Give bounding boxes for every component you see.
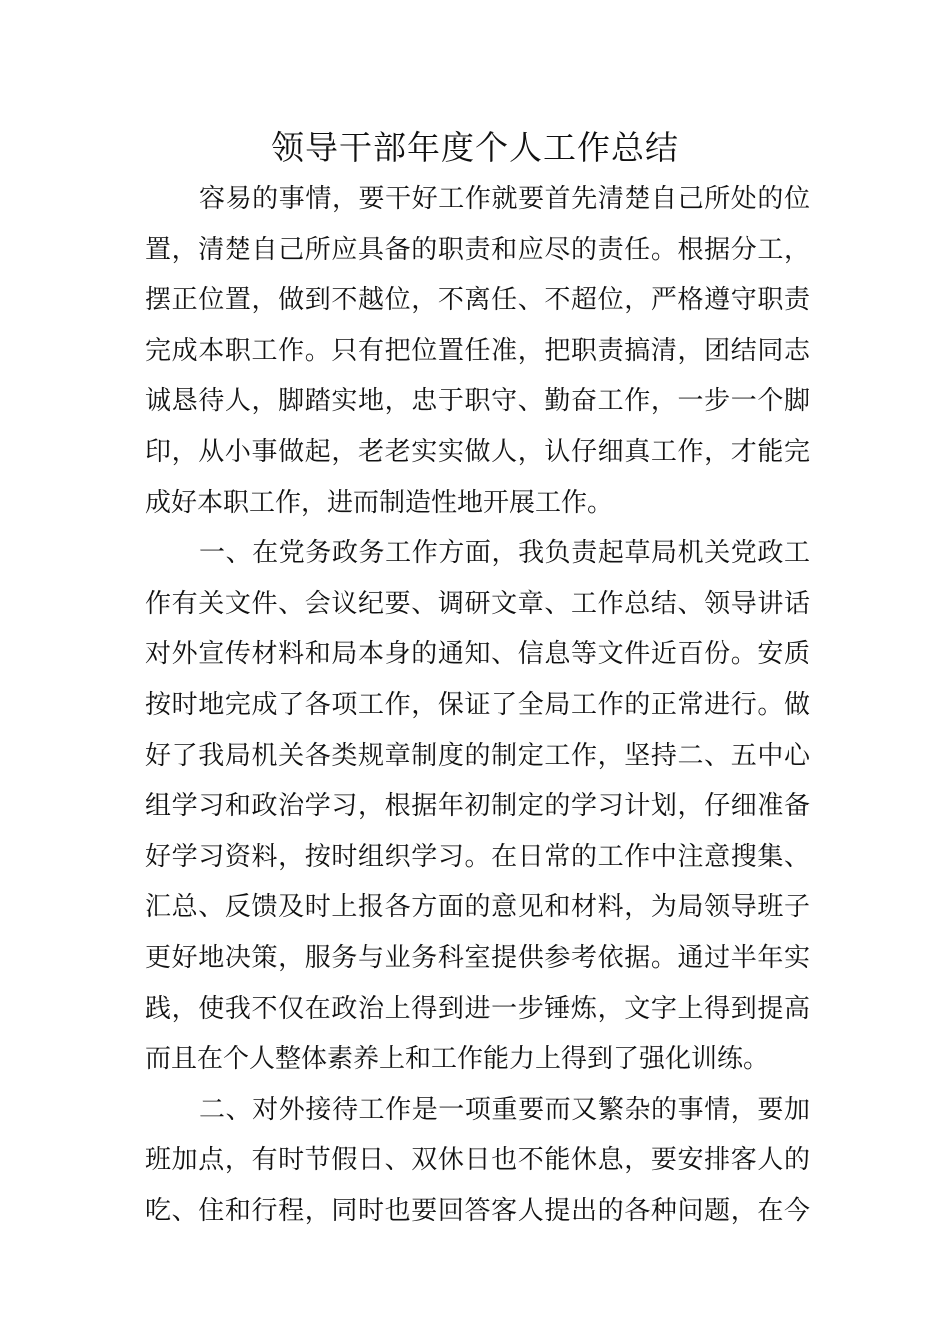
document-title: 领导干部年度个人工作总结 (271, 128, 679, 167)
paragraph-1-line-7: 成好本职工作，进而制造性地开展工作。 (145, 487, 614, 518)
paragraph-1-line-3: 摆正位置，做到不越位，不离任、不超位，严格遵守职责 (145, 285, 810, 316)
paragraph-2-line-6: 组学习和政治学习，根据年初制定的学习计划，仔细准备 (145, 791, 810, 822)
document-body (145, 174, 810, 1236)
paragraph-2-line-8: 汇总、反馈及时上报各方面的意见和材料，为局领导班子 (145, 892, 810, 923)
paragraph-3-line-3: 吃、住和行程，同时也要回答客人提出的各种问题，在今 (145, 1195, 810, 1226)
paragraph-2-line-7: 好学习资料，按时组织学习。在日常的工作中注意搜集、 (145, 841, 810, 872)
paragraph-2-line-9: 更好地决策，服务与业务科室提供参考依据。通过半年实 (145, 942, 810, 973)
paragraph-2-line-3: 对外宣传材料和局本身的通知、信息等文件近百份。安质 (145, 639, 810, 670)
paragraph-3-line-1: 二、对外接待工作是一项重要而又繁杂的事情，要加 (199, 1094, 810, 1125)
paragraph-2-line-4: 按时地完成了各项工作，保证了全局工作的正常进行。做 (145, 689, 810, 720)
paragraph-1-line-4: 完成本职工作。只有把位置任准，把职责搞清，团结同志 (145, 335, 810, 366)
paragraph-2-line-2: 作有关文件、会议纪要、调研文章、工作总结、领导讲话 (145, 588, 810, 619)
paragraph-1-line-2: 置，清楚自己所应具备的职责和应尽的责任。根据分工， (145, 234, 810, 265)
paragraph-2-line-11: 而且在个人整体素养上和工作能力上得到了强化训练。 (145, 1044, 770, 1075)
paragraph-3-line-2: 班加点，有时节假日、双休日也不能休息，要安排客人的 (145, 1145, 810, 1176)
paragraph-2-line-1: 一、在党务政务工作方面，我负责起草局机关党政工 (199, 538, 810, 569)
paragraph-2-line-10: 践，使我不仅在政治上得到进一步锤炼，文字上得到提高 (145, 993, 810, 1024)
paragraph-1-line-5: 诚恳待人，脚踏实地，忠于职守、勤奋工作，一步一个脚 (145, 386, 810, 417)
paragraph-2-line-5: 好了我局机关各类规章制度的制定工作，坚持二、五中心 (145, 740, 810, 771)
paragraph-1-line-1: 容易的事情，要干好工作就要首先清楚自己所处的位 (199, 184, 810, 214)
paragraph-1-line-6: 印，从小事做起，老老实实做人，认仔细真工作，才能完 (145, 436, 810, 467)
